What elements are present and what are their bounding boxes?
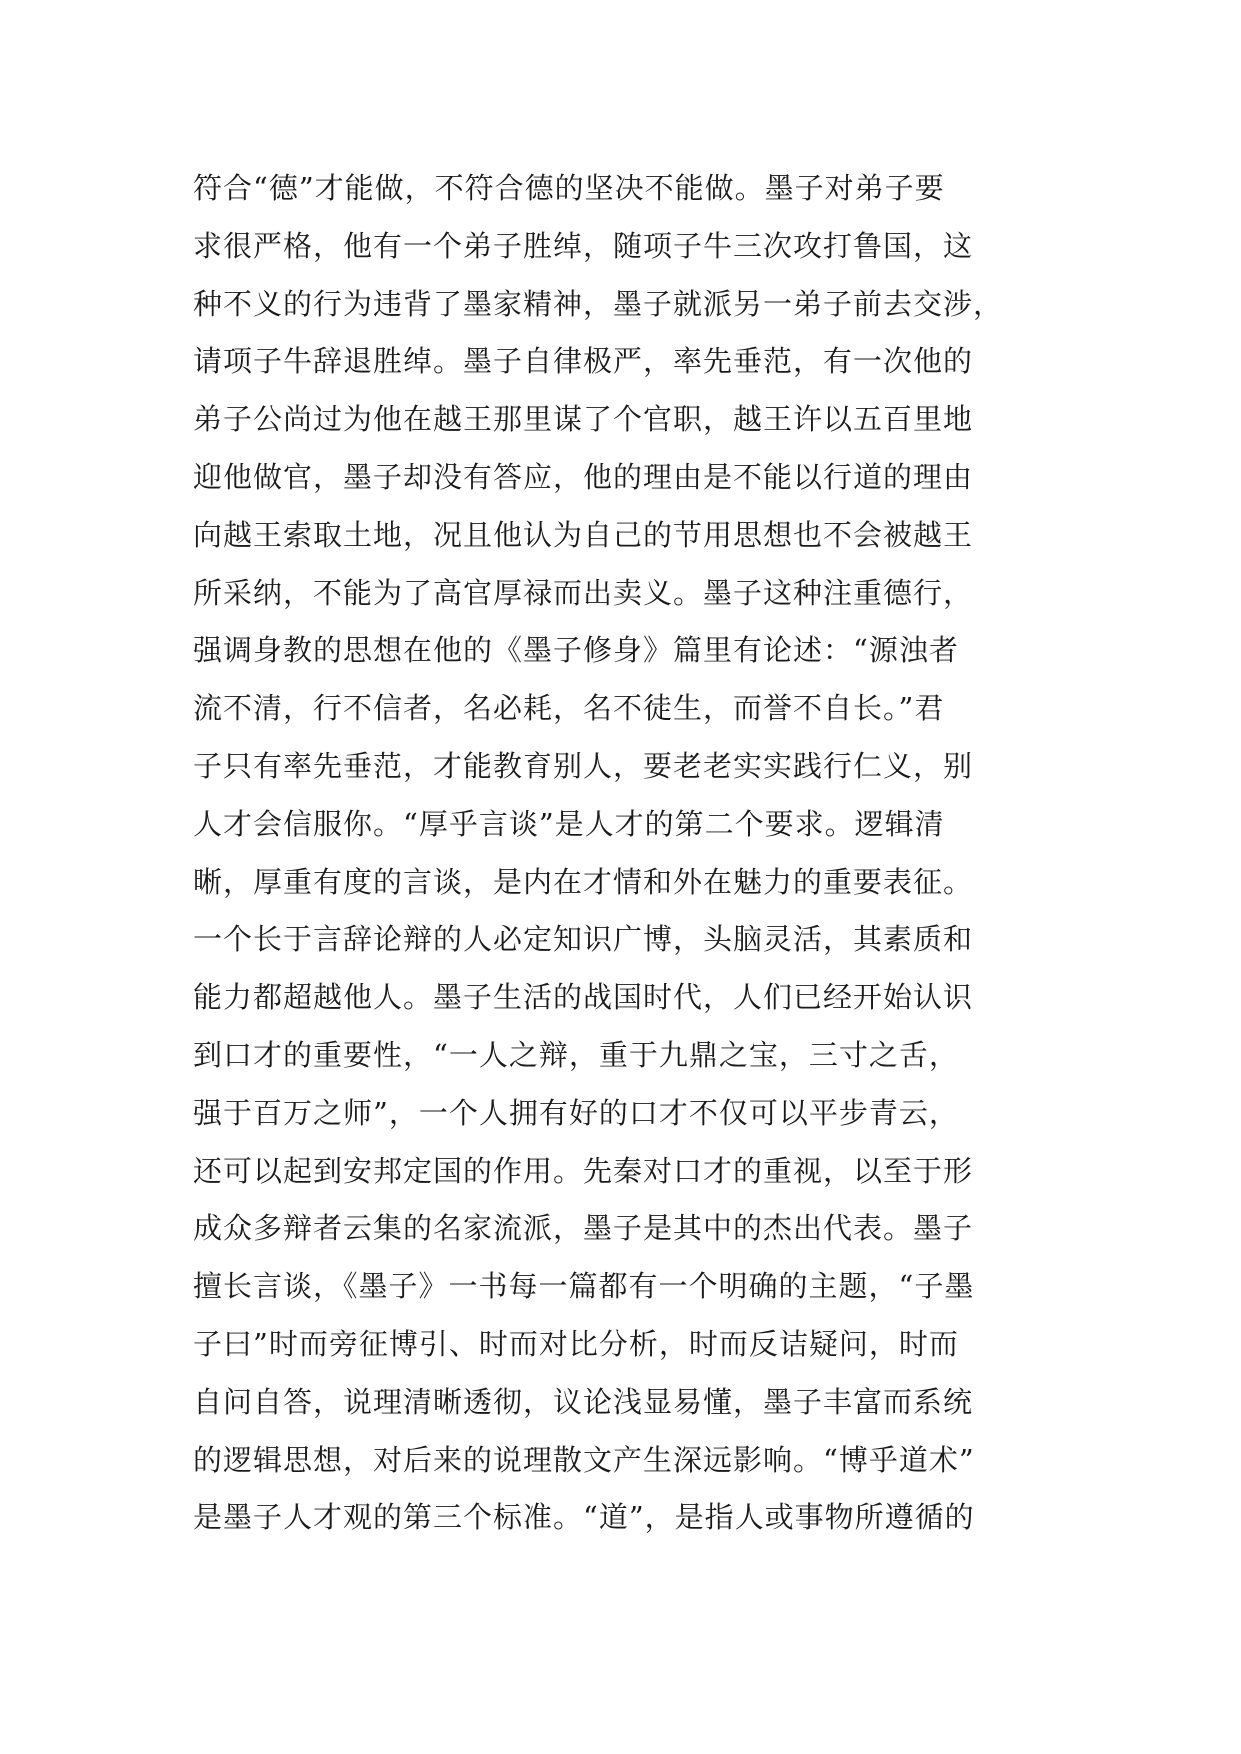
text-line: 能力都超越他人。墨子生活的战国时代，人们已经开始认识 [193,980,974,1015]
text-line: 还可以起到安邦定国的作用。先秦对口才的重视，以至于形 [193,1153,974,1188]
text-line: 自问自答，说理清晰透彻，议论浅显易懂，墨子丰富而系统 [193,1384,974,1419]
text-line: 强于百万之师”，一个人拥有好的口才不仅可以平步青云， [193,1095,959,1130]
text-line: 子只有率先垂范，才能教育别人，要老老实实践行仁义，别 [193,748,974,783]
text-line: 迎他做官，墨子却没有答应，他的理由是不能以行道的理由 [193,459,974,494]
text-line: 向越王索取土地，况且他认为自己的节用思想也不会被越王 [193,517,974,552]
text-line: 流不清，行不信者，名必耗，名不徒生，而誉不自长。”君 [193,691,945,726]
text-line: 晰，厚重有度的言谈，是内在才情和外在魅力的重要表征。 [193,864,974,899]
text-line: 擅长言谈，《墨子》一书每一篇都有一个明确的主题，“子墨 [193,1269,975,1304]
text-line: 的逻辑思想，对后来的说理散文产生深远影响。“博乎道术” [193,1442,975,1477]
text-line: 种不义的行为违背了墨家精神，墨子就派另一弟子前去交涉， [193,286,1004,321]
text-line: 一个长于言辞论辩的人必定知识广博，头脑灵活，其素质和 [193,922,974,957]
body-text [193,160,1053,1547]
text-line: 到口才的重要性，“一人之辩，重于九鼎之宝，三寸之舌， [193,1037,959,1072]
text-line: 符合“德”才能做，不符合德的坚决不能做。墨子对弟子要 [193,171,945,205]
text-line: 请项子牛辞退胜绰。墨子自律极严，率先垂范，有一次他的 [193,344,974,379]
text-line: 求很严格，他有一个弟子胜绰，随项子牛三次攻打鲁国，这 [193,228,974,263]
text-line: 是墨子人才观的第三个标准。“道”，是指人或事物所遵循的 [193,1500,975,1535]
text-line: 子曰”时而旁征博引、时而对比分析，时而反诘疑问，时而 [193,1326,959,1361]
text-line: 所采纳，不能为了高官厚禄而出卖义。墨子这种注重德行， [193,575,974,610]
text-line: 成众多辩者云集的名家流派，墨子是其中的杰出代表。墨子 [193,1211,974,1246]
text-line: 强调身教的思想在他的《墨子修身》篇里有论述：“源浊者 [193,633,959,668]
text-line: 弟子公尚过为他在越王那里谋了个官职，越王许以五百里地 [193,402,974,437]
text-line: 人才会信服你。“厚乎言谈”是人才的第二个要求。逻辑清 [193,806,945,841]
